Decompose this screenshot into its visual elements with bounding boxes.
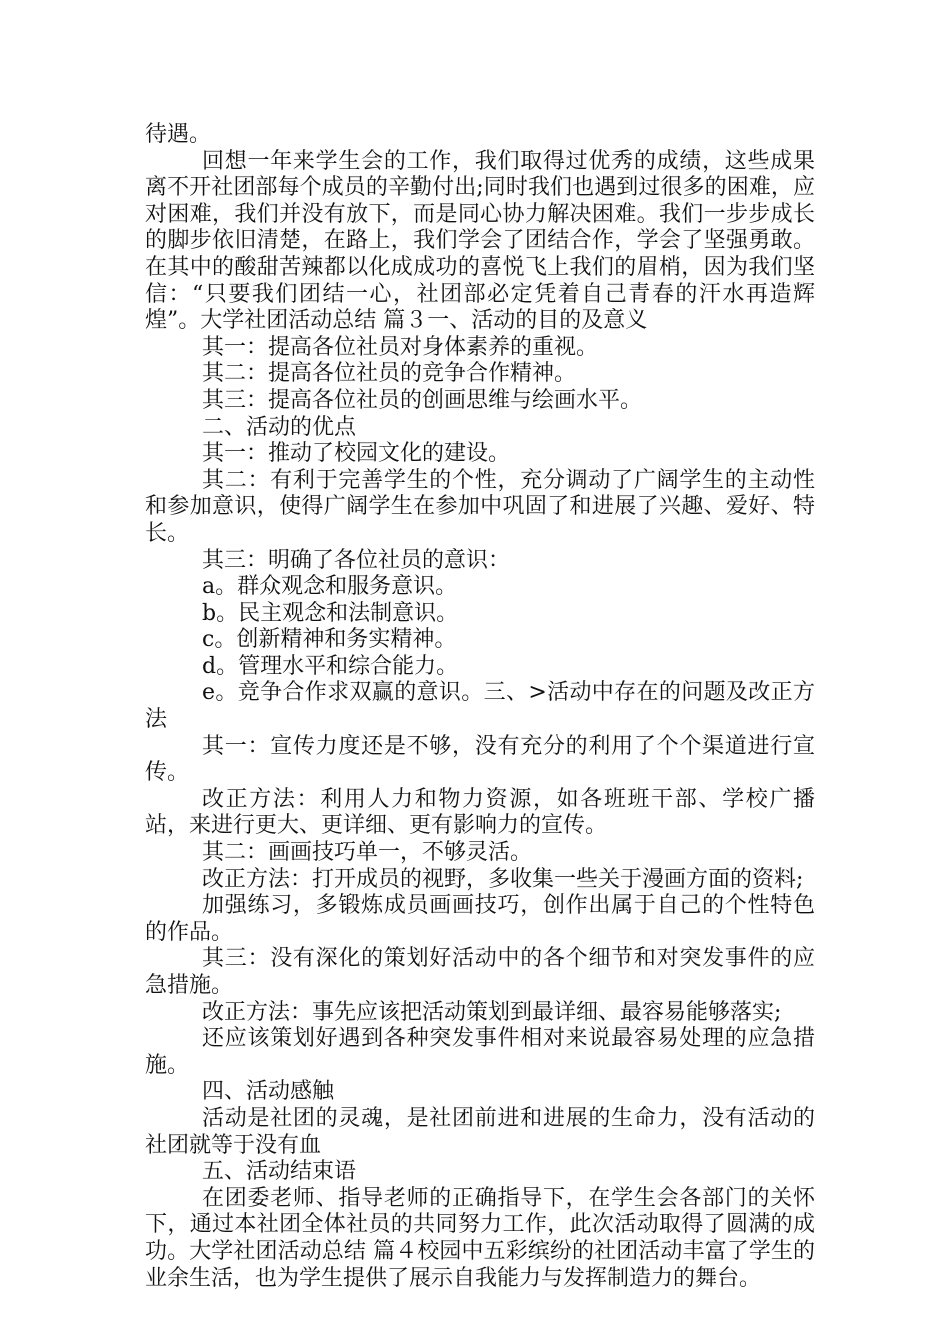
paragraph: 其三：提高各位社员的创画思维与绘画水平。 <box>202 387 643 413</box>
list-item: b。民主观念和法制意识。 <box>202 600 459 626</box>
paragraph: 其三：明确了各位社员的意识： <box>202 547 511 573</box>
paragraph: 其一：宣传力度还是不够，没有充分的利用了个个渠道进行宣传。 <box>145 733 815 786</box>
paragraph: 其二：画画技巧单一，不够灵活。 <box>202 840 533 866</box>
paragraph: 改正方法：事先应该把活动策划到最详细、最容易能够落实; <box>202 999 782 1025</box>
paragraph: 加强练习，多锻炼成员画画技巧，创作出属于自己的个性特色的作品。 <box>145 893 815 945</box>
paragraph: 改正方法：打开成员的视野，多收集一些关于漫画方面的资料; <box>202 866 804 892</box>
paragraph: 其三：没有深化的策划好活动中的各个细节和对突发事件的应急措施。 <box>145 946 815 998</box>
list-item: e。竞争合作求双赢的意识。三、>活动中存在的问题及改正方法 <box>145 680 815 733</box>
paragraph: 其二：有利于完善学生的个性，充分调动了广阔学生的主动性和参加意识，使得广阔学生在参加中巩固了和进展了兴趣、爱好、特长。 <box>145 467 815 546</box>
paragraph: 在团委老师、指导老师的正确指导下，在学生会各部门的关怀下，通过本社团全体社员的共同努力工作，此次活动取得了圆满的成功。大学社团活动总结 篇４校园中五彩缤纷的社团活动丰富了学生的业余生活，也为学生提供了展示自我能力与发挥制造力的舞台。 <box>145 1185 815 1291</box>
document-page <box>145 122 815 1292</box>
section-heading: 二、活动的优点 <box>202 414 357 440</box>
paragraph: 活动是社团的灵魂，是社团前进和进展的生命力，没有活动的社团就等于没有血 <box>145 1105 815 1158</box>
paragraph: 其二：提高各位社员的竞争合作精神。 <box>202 361 577 387</box>
paragraph: 其一：提高各位社员对身体素养的重视。 <box>202 334 599 360</box>
paragraph: 待遇。 <box>145 122 212 147</box>
paragraph: 回想一年来学生会的工作，我们取得过优秀的成绩，这些成果离不开社团部每个成员的辛勤付出;同时我们也遇到过很多的困难，应对困难，我们并没有放下，而是同心协力解决困难。我们一步步成长的脚步依旧清楚，在路上，我们学会了团结合作，学会了坚强勇敢。在其中的酸甜苦辣都以化成成功的喜悦飞上我们的眉梢，因为我们坚信：“只要我们团结一心，社团部必定凭着自己青春的汗水再造辉煌”。大学社团活动总结 篇３一、活动的目的及意义 <box>145 148 815 334</box>
paragraph: 还应该策划好遇到各种突发事件相对来说最容易处理的应急措施。 <box>145 1026 815 1078</box>
section-heading: 五、活动结束语 <box>202 1159 357 1185</box>
list-item: d。管理水平和综合能力。 <box>202 653 459 679</box>
section-heading: 四、活动感触 <box>202 1079 335 1105</box>
paragraph: 其一：推动了校园文化的建设。 <box>202 441 511 467</box>
paragraph: 改正方法：利用人力和物力资源，如各班班干部、学校广播站，来进行更大、更详细、更有影响力的宣传。 <box>145 786 815 839</box>
list-item: a。群众观念和服务意识。 <box>202 574 458 600</box>
list-item: c。创新精神和务实精神。 <box>202 627 457 653</box>
